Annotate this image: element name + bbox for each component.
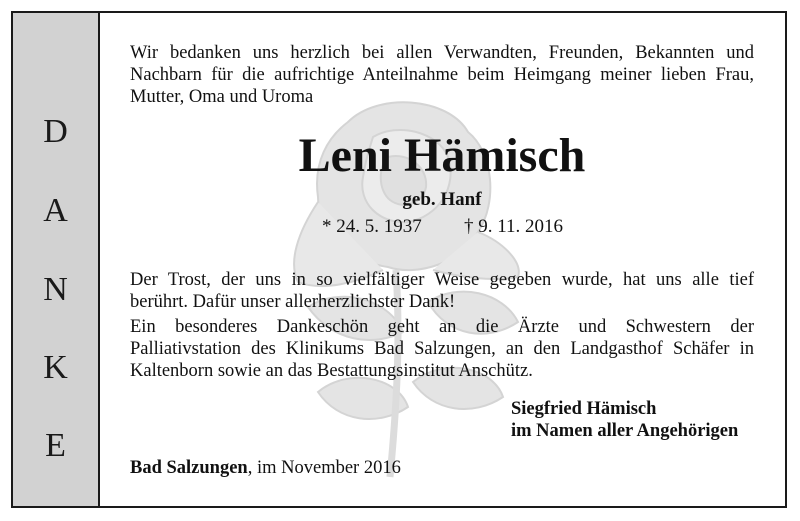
sidebar-letter-n: N — [43, 271, 68, 308]
sidebar-letter-e: E — [45, 427, 66, 464]
death-date: † 9. 11. 2016 — [464, 216, 564, 237]
thanks-p1-line-1: Der Trost, der uns in so vielfältiger Weise gegeben wurde, hat uns alle tief — [130, 270, 754, 290]
footer-date: , im November 2016 — [247, 458, 401, 478]
birth-date: * 24. 5. 1937 — [322, 216, 422, 237]
sidebar-letter-d: D — [43, 113, 68, 150]
thanks-p2-line-2: Palliativstation des Klinikums Bad Salzungen, an den Landgasthof Schäfer in — [130, 339, 754, 359]
sidebar-letter-k: K — [43, 349, 68, 386]
footer-place-date — [130, 457, 401, 479]
intro-line-3: Mutter, Oma und Uroma — [130, 87, 314, 107]
birth-name: geb. Hanf — [402, 189, 482, 210]
intro-line-2: Nachbarn für die aufrichtige Anteilnahme beim Heimgang meiner lieben Frau, — [130, 65, 754, 85]
thanks-p1-line-2: berührt. Dafür unser allerherzlichster Dank! — [130, 292, 456, 312]
footer-place: Bad Salzungen — [130, 458, 248, 478]
thanks-p2-line-3: Kaltenborn sowie an das Bestattungsinstitut Anschütz. — [130, 361, 533, 381]
deceased-name: Leni Hämisch — [298, 129, 586, 182]
signature-family: im Namen aller Angehörigen — [511, 421, 739, 441]
signature-name: Siegfried Hämisch — [511, 399, 657, 419]
thanks-p2-line-1: Ein besonderes Dankeschön geht an die Ärzte und Schwestern der — [130, 317, 754, 337]
intro-line-1: Wir bedanken uns herzlich bei allen Verwandten, Freunden, Bekannten und — [130, 43, 754, 63]
sidebar-letter-a: A — [43, 192, 68, 229]
danke-sidebar — [13, 13, 100, 506]
